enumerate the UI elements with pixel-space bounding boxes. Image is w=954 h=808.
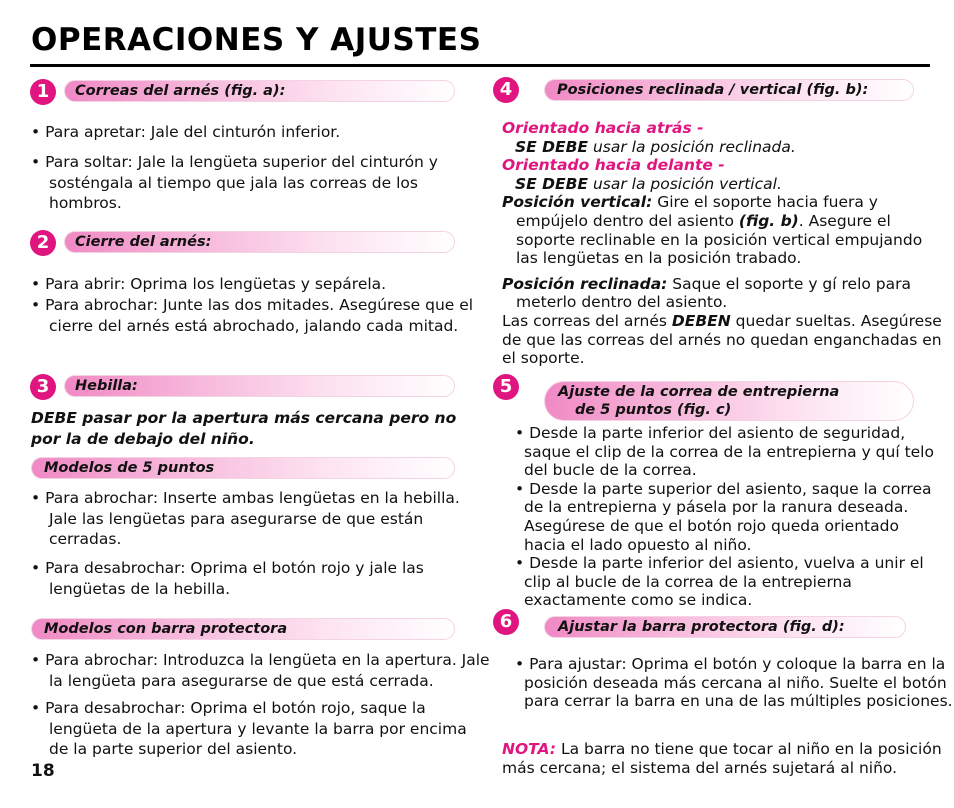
- s4-vertical-text-1: Gire el soporte hacia fuera y empújelo dentro del asiento: [516, 193, 878, 230]
- section-5-heading-line-1: Ajuste de la correa de entrepierna: [558, 384, 840, 400]
- s4-vertical-fig-ref: (fig. b): [738, 211, 799, 230]
- s3-subheading-2: Modelos con barra protectora: [44, 621, 288, 637]
- section-2-heading: Cierre del arnés:: [75, 234, 212, 250]
- s4-rear-text: usar la posición reclinada.: [592, 137, 796, 156]
- s5-body: [506, 424, 942, 610]
- s4-front-label: Orientado hacia delante -: [502, 156, 725, 175]
- step-2-badge: 2: [30, 230, 56, 256]
- step-4-badge: 4: [493, 77, 519, 103]
- s6-note-text: La barra no tiene que tocar al niño en la posición más cercana; el sistema del arnés sujetará al niño.: [502, 740, 942, 777]
- s3-bar-fasten-text: • Para abrochar: Introduzca la lengüeta en la apertura. Jale la lengüeta para asegurarse de que está cerrada.: [31, 651, 490, 690]
- step-5-badge: 5: [493, 374, 519, 400]
- step-1-badge: 1: [30, 79, 56, 105]
- s4-reclined-label: Posición reclinada:: [502, 274, 668, 293]
- page-number: 18: [31, 761, 55, 781]
- s3-5pt-unfasten-text: • Para desabrochar: Oprima el botón rojo y jale las lengüetas de la hebilla.: [31, 559, 424, 598]
- s6-adjust-text: • Para ajustar: Oprima el botón y coloque la barra en la posición deseada más cercana al niño. Suelte el botón para cerrar la barra en una de las múltiples posiciones.: [515, 655, 953, 711]
- s3-bar-unfasten-text: • Para desabrochar: Oprima el botón rojo, saque la lengüeta de la apertura y levante la barra por encima de la parte superior del asiento.: [31, 699, 467, 758]
- s4-straps-post: quedar sueltas. Asegúrese de que las correas del arnés no quedan enganchadas en el soporte.: [502, 311, 942, 368]
- s3-warning-text: DEBE pasar por la apertura más cercana pero no por la de debajo del niño.: [31, 409, 457, 448]
- s5-step-2: • Desde la parte superior del asiento, saque la correa de la entrepierna y pásela por la ranura deseada. Asegúrese de que el botón rojo queda orientado hacia el lado opuesto al niño.: [515, 479, 932, 554]
- step-6-badge: 6: [493, 609, 519, 635]
- s6-note-label: NOTA:: [502, 740, 557, 758]
- section-5-heading-line-2: de 5 puntos (fig. c): [575, 402, 732, 418]
- s1-loosen-text: • Para soltar: Jale la lengüeta superior del cinturón y sosténgala al tiempo que jala las correas de los hombros.: [31, 153, 438, 212]
- s4-reclined-text: Saque el soporte y gí relo para meterlo dentro del asiento.: [516, 274, 911, 312]
- section-1-heading: Correas del arnés (fig. a):: [75, 83, 286, 99]
- s4-straps-pre: Las correas del arnés: [502, 311, 667, 330]
- section-6-heading: Ajustar la barra protectora (fig. d):: [558, 619, 845, 635]
- s4-rear-label: Orientado hacia atrás -: [502, 119, 704, 137]
- s6-note: [502, 740, 947, 777]
- s5-step-3: • Desde la parte inferior del asiento, vuelva a unir el clip al bucle de la correa de la entrepierna exactamente como se indica.: [515, 554, 924, 610]
- s4-rear-must: SE DEBE: [515, 137, 589, 156]
- s4-front-text: usar la posición vertical.: [592, 174, 782, 193]
- s2-open-text: • Para abrir: Oprima los lengüetas y sepárela.: [31, 275, 387, 293]
- page-title: OPERACIONES Y AJUSTES: [31, 22, 482, 58]
- s3-5pt-fasten-text: • Para abrochar: Inserte ambas lengüetas en la hebilla. Jale las lengüetas para asegurarse de que están cerradas.: [31, 489, 460, 548]
- s4-front-must: SE DEBE: [515, 174, 589, 193]
- s4-vertical-text-2: . Asegure el soporte reclinable en la posición vertical empujando las lengüetas en la posición trabado.: [516, 211, 923, 268]
- s4-vertical-label: Posición vertical:: [502, 193, 653, 212]
- s1-tighten-text: • Para apretar: Jale del cinturón inferior.: [31, 123, 341, 141]
- section-3-heading: Hebilla:: [75, 378, 138, 394]
- section-4-heading: Posiciones reclinada / vertical (fig. b):: [557, 82, 869, 98]
- s4-body: [502, 119, 947, 368]
- step-3-badge: 3: [30, 374, 56, 400]
- s5-step-1: • Desde la parte inferior del asiento de seguridad, saque el clip de la correa de la entrepierna y quí telo del bucle de la correa.: [515, 424, 934, 480]
- s4-straps-must: DEBEN: [671, 311, 731, 330]
- s3-subheading-1: Modelos de 5 puntos: [44, 460, 215, 476]
- s2-close-text: • Para abrochar: Junte las dos mitades. Asegúrese que el cierre del arnés está abrochado, jalando cada mitad.: [31, 296, 474, 335]
- title-rule: [30, 64, 930, 67]
